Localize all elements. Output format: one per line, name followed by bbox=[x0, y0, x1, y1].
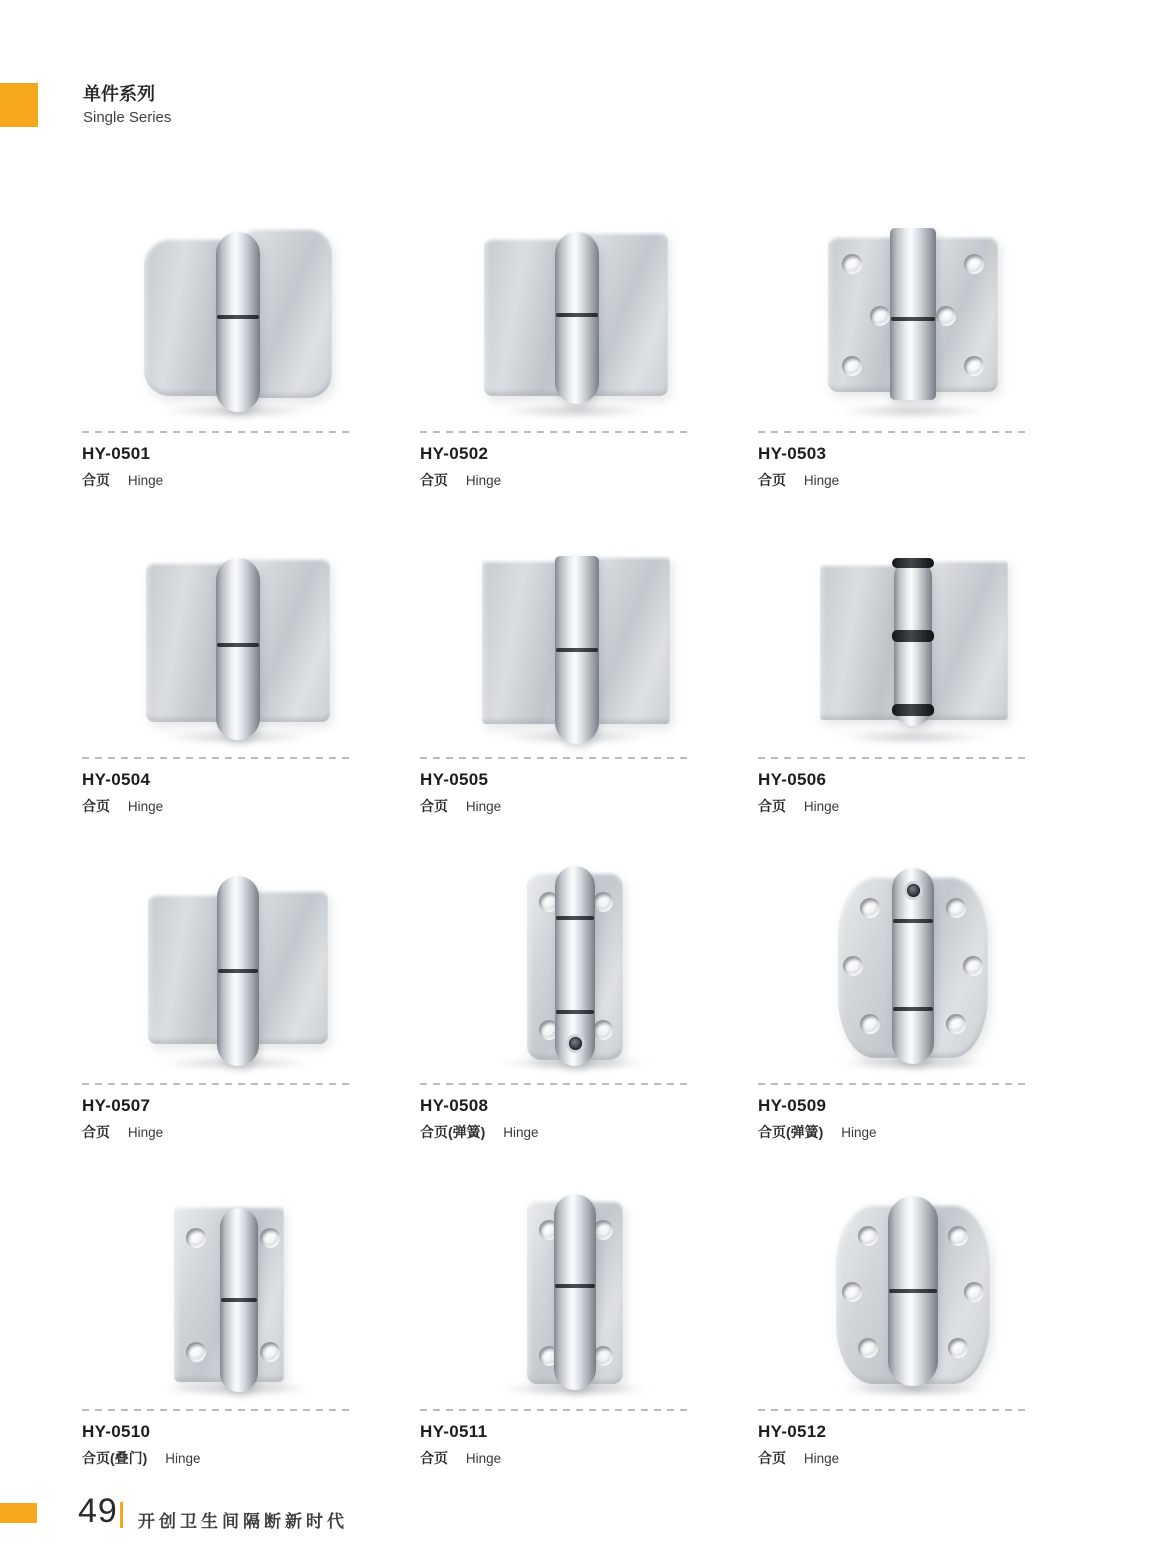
hinge-illustration bbox=[470, 860, 680, 1070]
rubber-ring bbox=[892, 630, 934, 642]
hinge-barrel bbox=[555, 866, 595, 1066]
footer-slogan: 开创卫生间隔断新时代 bbox=[138, 1512, 348, 1531]
hinge-shadow bbox=[498, 404, 652, 418]
product-card-hy-0507 bbox=[82, 849, 392, 1175]
product-image bbox=[758, 523, 1068, 755]
product-card-hy-0511 bbox=[420, 1175, 730, 1501]
hinge-illustration bbox=[808, 860, 1018, 1070]
hinge-knuckle-gap bbox=[556, 916, 594, 920]
screw-hole bbox=[936, 306, 956, 326]
product-card-hy-0502 bbox=[420, 197, 730, 523]
screw-hole bbox=[858, 1338, 878, 1358]
rubber-ring bbox=[892, 558, 934, 568]
product-name bbox=[420, 1122, 730, 1142]
product-model: HY-0502 bbox=[420, 444, 489, 463]
product-name-en: Hinge bbox=[127, 473, 164, 488]
product-card-hy-0506 bbox=[758, 523, 1068, 849]
product-image bbox=[82, 849, 392, 1081]
hinge-knuckle-gap bbox=[556, 648, 598, 652]
hinge-knuckle-gap bbox=[889, 1289, 937, 1293]
screw-hole bbox=[842, 254, 862, 274]
product-card-hy-0504 bbox=[82, 523, 392, 849]
product-name-cn: 合页 bbox=[758, 1450, 786, 1466]
dashed-divider bbox=[82, 1083, 354, 1085]
hinge-knuckle-gap bbox=[893, 919, 933, 923]
hinge-barrel bbox=[892, 868, 934, 1064]
screw-hole bbox=[843, 956, 863, 976]
hinge-knuckle-gap bbox=[218, 969, 258, 973]
product-name-en: Hinge bbox=[803, 799, 840, 814]
product-model: HY-0512 bbox=[758, 1422, 827, 1441]
product-image bbox=[82, 197, 392, 429]
product-name bbox=[420, 470, 730, 490]
product-model: HY-0511 bbox=[420, 1422, 488, 1441]
product-name-cn: 合页 bbox=[420, 472, 448, 488]
product-name-en: Hinge bbox=[465, 799, 502, 814]
screw-hole bbox=[260, 1342, 280, 1362]
product-card-hy-0508 bbox=[420, 849, 730, 1175]
hinge-barrel bbox=[894, 558, 932, 726]
product-grid bbox=[82, 197, 1068, 1501]
screw-hole bbox=[963, 956, 983, 976]
product-name-en: Hinge bbox=[803, 473, 840, 488]
product-name-cn: 合页(叠门) bbox=[82, 1450, 148, 1466]
hinge-illustration bbox=[808, 534, 1018, 744]
dashed-divider bbox=[82, 757, 354, 759]
hinge-knuckle-gap bbox=[556, 1010, 594, 1014]
hinge-barrel bbox=[216, 232, 260, 412]
hinge-barrel bbox=[890, 228, 936, 400]
hinge-barrel bbox=[554, 1194, 596, 1390]
product-name bbox=[82, 1448, 392, 1468]
product-card-hy-0505 bbox=[420, 523, 730, 849]
product-image bbox=[420, 849, 730, 1081]
hinge-knuckle-gap bbox=[891, 317, 935, 321]
hinge-illustration bbox=[470, 534, 680, 744]
dashed-divider bbox=[420, 431, 692, 433]
product-image bbox=[420, 197, 730, 429]
screw-hole bbox=[260, 1228, 280, 1248]
dashed-divider bbox=[420, 1083, 692, 1085]
product-image bbox=[758, 849, 1068, 1081]
hinge-illustration bbox=[808, 208, 1018, 418]
product-card-hy-0510 bbox=[82, 1175, 392, 1501]
screw-hole bbox=[860, 898, 880, 918]
product-name bbox=[758, 1448, 1068, 1468]
screw-hole bbox=[870, 306, 890, 326]
series-title-cn: 单件系列 bbox=[83, 84, 155, 104]
product-model: HY-0506 bbox=[758, 770, 827, 789]
product-name-en: Hinge bbox=[165, 1451, 201, 1466]
product-name-en: Hinge bbox=[127, 1125, 164, 1140]
product-name bbox=[420, 1448, 730, 1468]
product-name-cn: 合页(弹簧) bbox=[758, 1124, 824, 1140]
dashed-divider bbox=[82, 1409, 354, 1411]
hinge-knuckle-gap bbox=[893, 1007, 933, 1011]
hinge-shadow bbox=[836, 730, 990, 744]
dashed-divider bbox=[758, 431, 1030, 433]
product-name-cn: 合页(弹簧) bbox=[420, 1124, 486, 1140]
screw-hole bbox=[186, 1228, 206, 1248]
product-model: HY-0507 bbox=[82, 1096, 151, 1115]
product-name-en: Hinge bbox=[841, 1125, 877, 1140]
product-name-en: Hinge bbox=[465, 473, 502, 488]
screw-hole bbox=[858, 1226, 878, 1246]
screw-hole bbox=[593, 1020, 613, 1040]
hinge-illustration bbox=[808, 1186, 1018, 1396]
dashed-divider bbox=[758, 1083, 1030, 1085]
screw-hole bbox=[593, 1220, 613, 1240]
product-name-cn: 合页 bbox=[82, 798, 110, 814]
series-heading bbox=[83, 80, 171, 126]
hinge-knuckle-gap bbox=[221, 1298, 257, 1302]
product-name-en: Hinge bbox=[803, 1451, 840, 1466]
footer-divider bbox=[120, 1502, 123, 1528]
screw-hole bbox=[593, 892, 613, 912]
hinge-illustration bbox=[470, 1186, 680, 1396]
product-name bbox=[758, 796, 1068, 816]
product-name-cn: 合页 bbox=[82, 1124, 110, 1140]
product-model: HY-0508 bbox=[420, 1096, 489, 1115]
product-name bbox=[758, 470, 1068, 490]
product-image bbox=[758, 1175, 1068, 1407]
product-model: HY-0504 bbox=[82, 770, 151, 789]
footer-accent-bar bbox=[0, 1503, 37, 1523]
product-name bbox=[758, 1122, 1068, 1142]
hinge-shadow bbox=[836, 404, 990, 418]
product-name-en: Hinge bbox=[465, 1451, 502, 1466]
hinge-barrel bbox=[216, 558, 260, 740]
screw-hole bbox=[964, 254, 984, 274]
screw-hole bbox=[860, 1014, 880, 1034]
hinge-knuckle-gap bbox=[556, 313, 598, 317]
dashed-divider bbox=[420, 757, 692, 759]
product-model: HY-0505 bbox=[420, 770, 489, 789]
product-name-cn: 合页 bbox=[758, 798, 786, 814]
hinge-knuckle-gap bbox=[555, 1284, 595, 1288]
series-title-en: Single Series bbox=[83, 109, 172, 126]
dashed-divider bbox=[758, 1409, 1030, 1411]
product-image bbox=[82, 523, 392, 755]
screw-hole bbox=[842, 1282, 862, 1302]
hinge-illustration bbox=[132, 534, 342, 744]
product-name-cn: 合页 bbox=[420, 1450, 448, 1466]
rubber-ring bbox=[892, 704, 934, 716]
product-model: HY-0501 bbox=[82, 444, 151, 463]
product-name bbox=[420, 796, 730, 816]
product-name bbox=[82, 1122, 392, 1142]
hinge-barrel bbox=[555, 232, 599, 404]
product-image bbox=[420, 523, 730, 755]
screw-hole bbox=[964, 1282, 984, 1302]
product-name-cn: 合页 bbox=[758, 472, 786, 488]
dashed-divider bbox=[420, 1409, 692, 1411]
dashed-divider bbox=[758, 757, 1030, 759]
hinge-knuckle-gap bbox=[217, 315, 259, 319]
product-name-en: Hinge bbox=[127, 799, 164, 814]
product-image bbox=[420, 1175, 730, 1407]
screw-hole bbox=[946, 898, 966, 918]
product-name-en: Hinge bbox=[503, 1125, 539, 1140]
screw-hole bbox=[593, 1346, 613, 1366]
hinge-illustration bbox=[132, 208, 342, 418]
product-name bbox=[82, 470, 392, 490]
screw-hole bbox=[946, 1014, 966, 1034]
screw-hole bbox=[948, 1338, 968, 1358]
screw-hole bbox=[186, 1342, 206, 1362]
product-card-hy-0509 bbox=[758, 849, 1068, 1175]
screw-hole bbox=[964, 356, 984, 376]
product-name-cn: 合页 bbox=[82, 472, 110, 488]
product-model: HY-0510 bbox=[82, 1422, 151, 1441]
product-image bbox=[758, 197, 1068, 429]
product-name bbox=[82, 796, 392, 816]
screw-hole bbox=[948, 1226, 968, 1246]
product-name-cn: 合页 bbox=[420, 798, 448, 814]
header-accent-bar bbox=[0, 83, 38, 127]
hinge-illustration bbox=[132, 860, 342, 1070]
page-number: 49 bbox=[78, 1492, 118, 1530]
screw-head bbox=[569, 1037, 582, 1050]
product-card-hy-0503 bbox=[758, 197, 1068, 523]
hinge-illustration bbox=[470, 208, 680, 418]
screw-hole bbox=[842, 356, 862, 376]
product-card-hy-0512 bbox=[758, 1175, 1068, 1501]
product-model: HY-0509 bbox=[758, 1096, 827, 1115]
product-card-hy-0501 bbox=[82, 197, 392, 523]
product-image bbox=[82, 1175, 392, 1407]
hinge-knuckle-gap bbox=[217, 643, 259, 647]
product-model: HY-0503 bbox=[758, 444, 827, 463]
screw-head bbox=[907, 884, 920, 897]
dashed-divider bbox=[82, 431, 354, 433]
hinge-illustration bbox=[132, 1186, 342, 1396]
